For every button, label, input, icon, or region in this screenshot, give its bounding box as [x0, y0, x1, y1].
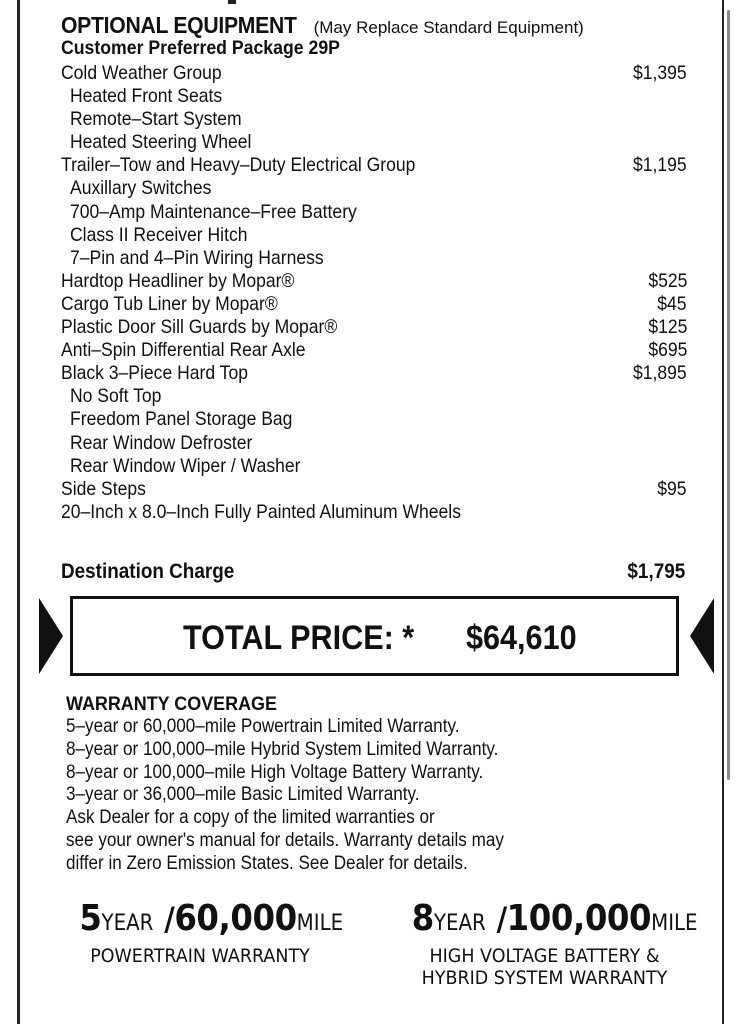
warranty-line: 8–year or 100,000–mile High Voltage Battery Warranty.: [66, 761, 484, 783]
package-title: Customer Preferred Package 29P: [61, 38, 340, 59]
destination-price: $1,795: [627, 560, 685, 583]
item-label: Plastic Door Sill Guards by Mopar®: [61, 316, 338, 339]
equipment-subitem: [61, 201, 687, 224]
item-label: Heated Steering Wheel: [70, 131, 252, 154]
cropped-text-fragment: [228, 0, 236, 4]
total-price-box: [70, 596, 679, 676]
item-label: 7–Pin and 4–Pin Wiring Harness: [70, 246, 324, 269]
badge-years-unit: YEAR: [433, 911, 486, 936]
right-border-rule: [722, 0, 724, 1024]
equipment-subitem: [61, 131, 687, 154]
item-label: Trailer–Tow and Heavy–Duty Electrical Group: [61, 154, 416, 177]
total-price-label: TOTAL PRICE: *: [183, 619, 415, 657]
item-label: 20–Inch x 8.0–Inch Fully Painted Aluminum Wheels: [61, 500, 461, 523]
warranty-line: differ in Zero Emission States. See Dealer for details.: [66, 852, 468, 874]
item-price: $45: [657, 292, 687, 315]
badge-miles: 100,000: [506, 898, 652, 939]
item-label: Cold Weather Group: [61, 62, 222, 84]
item-price: $1,395: [633, 62, 687, 84]
section-title: OPTIONAL EQUIPMENT: [61, 12, 297, 38]
item-label: Rear Window Defroster: [70, 431, 253, 454]
item-label: Cargo Tub Liner by Mopar®: [61, 292, 278, 315]
left-pointer-icon: [39, 598, 63, 674]
warranty-line: 3–year or 36,000–mile Basic Limited Warranty.: [66, 784, 420, 806]
warranty-coverage-section: [66, 693, 626, 876]
total-price-value: $64,610: [466, 619, 577, 657]
equipment-item: [61, 154, 687, 177]
equipment-subitem: [61, 85, 687, 108]
item-price: $125: [647, 316, 687, 339]
equipment-item: [61, 62, 687, 85]
warranty-line: 5–year or 60,000–mile Powertrain Limited Warranty.: [66, 716, 460, 737]
equipment-list: [61, 62, 687, 524]
equipment-subitem: [61, 385, 687, 408]
equipment-subitem: [61, 224, 687, 247]
left-border-rule: [17, 0, 20, 1024]
equipment-item: [61, 362, 687, 385]
badge-separator: /: [496, 900, 507, 938]
badge-headline: [411, 898, 698, 945]
badge-caption-line-2: HYBRID SYSTEM WARRANTY: [421, 967, 668, 989]
right-pointer-icon: [690, 598, 714, 674]
equipment-item: [61, 501, 687, 524]
item-price: $1,195: [633, 154, 687, 177]
equipment-item: [61, 339, 687, 362]
scrollbar[interactable]: [727, 10, 730, 780]
item-label: Auxillary Switches: [70, 177, 212, 200]
item-price: $525: [647, 269, 687, 292]
badge-caption: POWERTRAIN WARRANTY: [90, 945, 310, 967]
equipment-item: [61, 270, 687, 293]
warranty-line: 8–year or 100,000–mile Hybrid System Limited Warranty.: [66, 738, 499, 760]
badge-caption-line-1: HIGH VOLTAGE BATTERY &: [429, 945, 660, 967]
equipment-subitem: [61, 408, 687, 431]
warranty-lines: [66, 716, 626, 876]
equipment-subitem: [61, 432, 687, 455]
item-price: $95: [657, 477, 687, 500]
badge-miles-unit: MILE: [296, 911, 344, 936]
warranty-line: see your owner's manual for details. Warranty details may: [66, 829, 504, 851]
item-label: Side Steps: [61, 477, 146, 500]
destination-charge-row: [61, 560, 685, 584]
equipment-subitem: [61, 177, 687, 200]
badge-separator: /: [164, 900, 175, 938]
equipment-subitem: [61, 247, 687, 270]
item-label: Anti–Spin Differential Rear Axle: [61, 339, 306, 362]
item-label: Heated Front Seats: [70, 85, 223, 108]
badge-years: 5: [79, 898, 102, 939]
battery-warranty-badge: [397, 898, 698, 989]
powertrain-warranty-badge: [66, 898, 344, 967]
item-label: Remote–Start System: [70, 108, 242, 131]
equipment-subitem: [61, 455, 687, 478]
item-label: Hardtop Headliner by Mopar®: [61, 269, 295, 292]
warranty-title: WARRANTY COVERAGE: [66, 693, 277, 715]
badge-headline: [79, 898, 344, 945]
badge-miles-unit: MILE: [651, 911, 698, 936]
badge-years-unit: YEAR: [101, 911, 154, 936]
equipment-subitem: [61, 108, 687, 131]
warranty-line: Ask Dealer for a copy of the limited warranties or: [66, 807, 435, 829]
item-price: $695: [647, 339, 687, 362]
item-label: Freedom Panel Storage Bag: [70, 408, 293, 431]
badge-years: 8: [411, 898, 434, 939]
optional-equipment-heading: [61, 12, 584, 39]
item-label: No Soft Top: [70, 385, 162, 408]
equipment-item: [61, 316, 687, 339]
equipment-item: [61, 478, 687, 501]
item-label: 700–Amp Maintenance–Free Battery: [70, 200, 357, 223]
item-label: Rear Window Wiper / Washer: [70, 454, 301, 477]
item-label: Black 3–Piece Hard Top: [61, 362, 248, 385]
destination-label: Destination Charge: [61, 560, 235, 583]
item-price: $1,895: [633, 362, 687, 385]
item-label: Class II Receiver Hitch: [70, 223, 248, 246]
equipment-item: [61, 293, 687, 316]
section-note: (May Replace Standard Equipment): [313, 18, 584, 37]
badge-miles: 60,000: [174, 898, 297, 939]
